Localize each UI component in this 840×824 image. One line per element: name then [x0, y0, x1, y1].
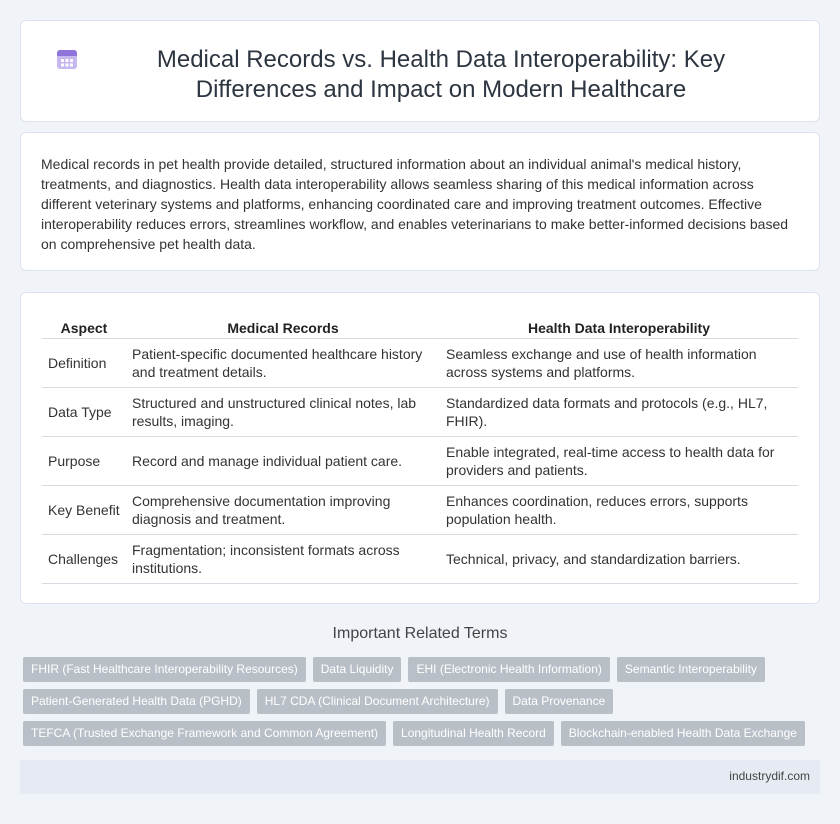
- tag-pghd[interactable]: Patient-Generated Health Data (PGHD): [23, 689, 250, 714]
- cell-medical-records: Structured and unstructured clinical notes, lab results, imaging.: [126, 387, 440, 436]
- cell-aspect: Definition: [42, 338, 126, 387]
- table-row: [42, 387, 798, 436]
- footer-site[interactable]: industrydif.com: [729, 769, 810, 783]
- cell-interoperability: Seamless exchange and use of health information across systems and platforms.: [440, 338, 798, 387]
- header-medical-records: Medical Records: [126, 313, 440, 338]
- cell-aspect: Challenges: [42, 534, 126, 583]
- comparison-table: [42, 313, 798, 584]
- cell-interoperability: Technical, privacy, and standardization barriers.: [440, 534, 798, 583]
- footer: [20, 760, 820, 794]
- cell-aspect: Purpose: [42, 436, 126, 485]
- cell-medical-records: Comprehensive documentation improving diagnosis and treatment.: [126, 485, 440, 534]
- cell-interoperability: Enhances coordination, reduces errors, supports population health.: [440, 485, 798, 534]
- table-row: [42, 485, 798, 534]
- table-row: [42, 436, 798, 485]
- cell-aspect: Data Type: [42, 387, 126, 436]
- header-aspect: Aspect: [42, 313, 126, 338]
- header-card: [20, 20, 820, 122]
- table-row: [42, 534, 798, 583]
- tag-tefca[interactable]: TEFCA (Trusted Exchange Framework and Common Agreement): [23, 721, 386, 746]
- page-title: Medical Records vs. Health Data Interoperability: Key Differences and Impact on Modern Healthcare: [156, 46, 726, 103]
- tag-ehi[interactable]: EHI (Electronic Health Information): [408, 657, 609, 682]
- tag-hl7-cda[interactable]: HL7 CDA (Clinical Document Architecture): [257, 689, 498, 714]
- tag-row: [23, 721, 823, 746]
- tag-row: [23, 689, 823, 714]
- tag-semantic-interoperability[interactable]: Semantic Interoperability: [617, 657, 765, 682]
- related-terms-title: Important Related Terms: [332, 625, 508, 642]
- tag-row: [23, 657, 823, 682]
- title-row: [21, 45, 821, 105]
- tag-longitudinal-health-record[interactable]: Longitudinal Health Record: [393, 721, 554, 746]
- intro-paragraph: Medical records in pet health provide detailed, structured information about an individual animal's medical history, treatments, and diagnostics. Health data interoperability allows seamless sharing of this medical information across different veterinary systems and platforms, enhancing coordinated care and improving treatment outcomes. Effective interoperability reduces errors, streamlines workflow, and enables veterinarians to make better-informed decisions based on comprehensive pet health data.: [41, 156, 789, 252]
- cell-interoperability: Standardized data formats and protocols (e.g., HL7, FHIR).: [440, 387, 798, 436]
- cell-interoperability: Enable integrated, real-time access to health data for providers and patients.: [440, 436, 798, 485]
- tag-data-liquidity[interactable]: Data Liquidity: [313, 657, 402, 682]
- table-header-row: [42, 313, 798, 338]
- cell-aspect: Key Benefit: [42, 485, 126, 534]
- cell-medical-records: Record and manage individual patient care.: [126, 436, 440, 485]
- tag-data-provenance[interactable]: Data Provenance: [505, 689, 614, 714]
- cell-medical-records: Patient-specific documented healthcare history and treatment details.: [126, 338, 440, 387]
- comparison-card: [20, 292, 820, 604]
- tag-fhir[interactable]: FHIR (Fast Healthcare Interoperability Resources): [23, 657, 306, 682]
- related-terms-list: [23, 657, 823, 753]
- header-interoperability: Health Data Interoperability: [440, 313, 798, 338]
- intro-card: [20, 132, 820, 271]
- table-row: [42, 338, 798, 387]
- tag-blockchain-health-data-exchange[interactable]: Blockchain-enabled Health Data Exchange: [561, 721, 805, 746]
- cell-medical-records: Fragmentation; inconsistent formats across institutions.: [126, 534, 440, 583]
